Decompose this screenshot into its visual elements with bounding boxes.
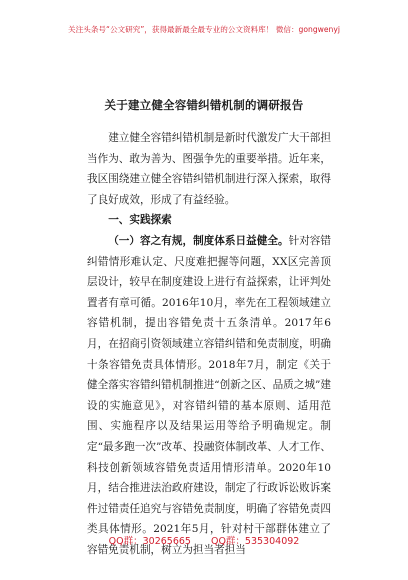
paragraph-text: 针对容错纠错情形难认定、尺度难把握等问题，XX区完善顶层设计，较早在制度建设上进行有益探索，让评判处置者有章可循。2016年10月，率先在工程领域建立容错机制，提出容错免责十五条清单。2017年6月，在招商引资领域建立容错纠错和免责制度，明确十条容错免责具体情形。2018年7月，制定《关于健全落实容错纠错机制推进“创新之区、品质之城”建设的实施意见》，对容错纠错的基本原则、适用范围、实施程序以及结果运用等给予明确规定。制定“最多跑一次”改革、投融资体制改革、人才工作、科技创新领域容错免责适用情形清单。2020年10月，结合推进法治政府建设，制定了行政诉讼败诉案件过错责任追究与容错免责制度，明确了容错免责四类具体情形。2021年5月，针对村干部群体建立了容错免责机制，树立为担当者担当: [87, 234, 332, 556]
document-body: [87, 128, 331, 560]
document-title: 关于建立健全容错纠错机制的调研报告: [104, 98, 304, 112]
qq-group-1: QQ群：30265665: [108, 536, 191, 547]
body-paragraph: [87, 231, 331, 561]
section-heading: 一、实践探索: [108, 214, 172, 227]
qq-footer: [0, 533, 408, 547]
paragraph-lead: （一）容之有规，制度体系日益健全。: [108, 234, 289, 247]
intro-paragraph: 建立健全容错纠错机制是新时代激发广大干部担当作为、敢为善为、图强争先的重要举措。近年来，我区围绕建立健全容错纠错机制进行深入探索，取得了良好成效，形成了有益经验。: [87, 132, 331, 206]
promo-banner: 关注头条号“公文研究”，获得最新最全最专业的公文资料库！ 微信：gongwenyj: [68, 24, 340, 34]
qq-group-2: QQ群：535304092: [210, 536, 300, 547]
